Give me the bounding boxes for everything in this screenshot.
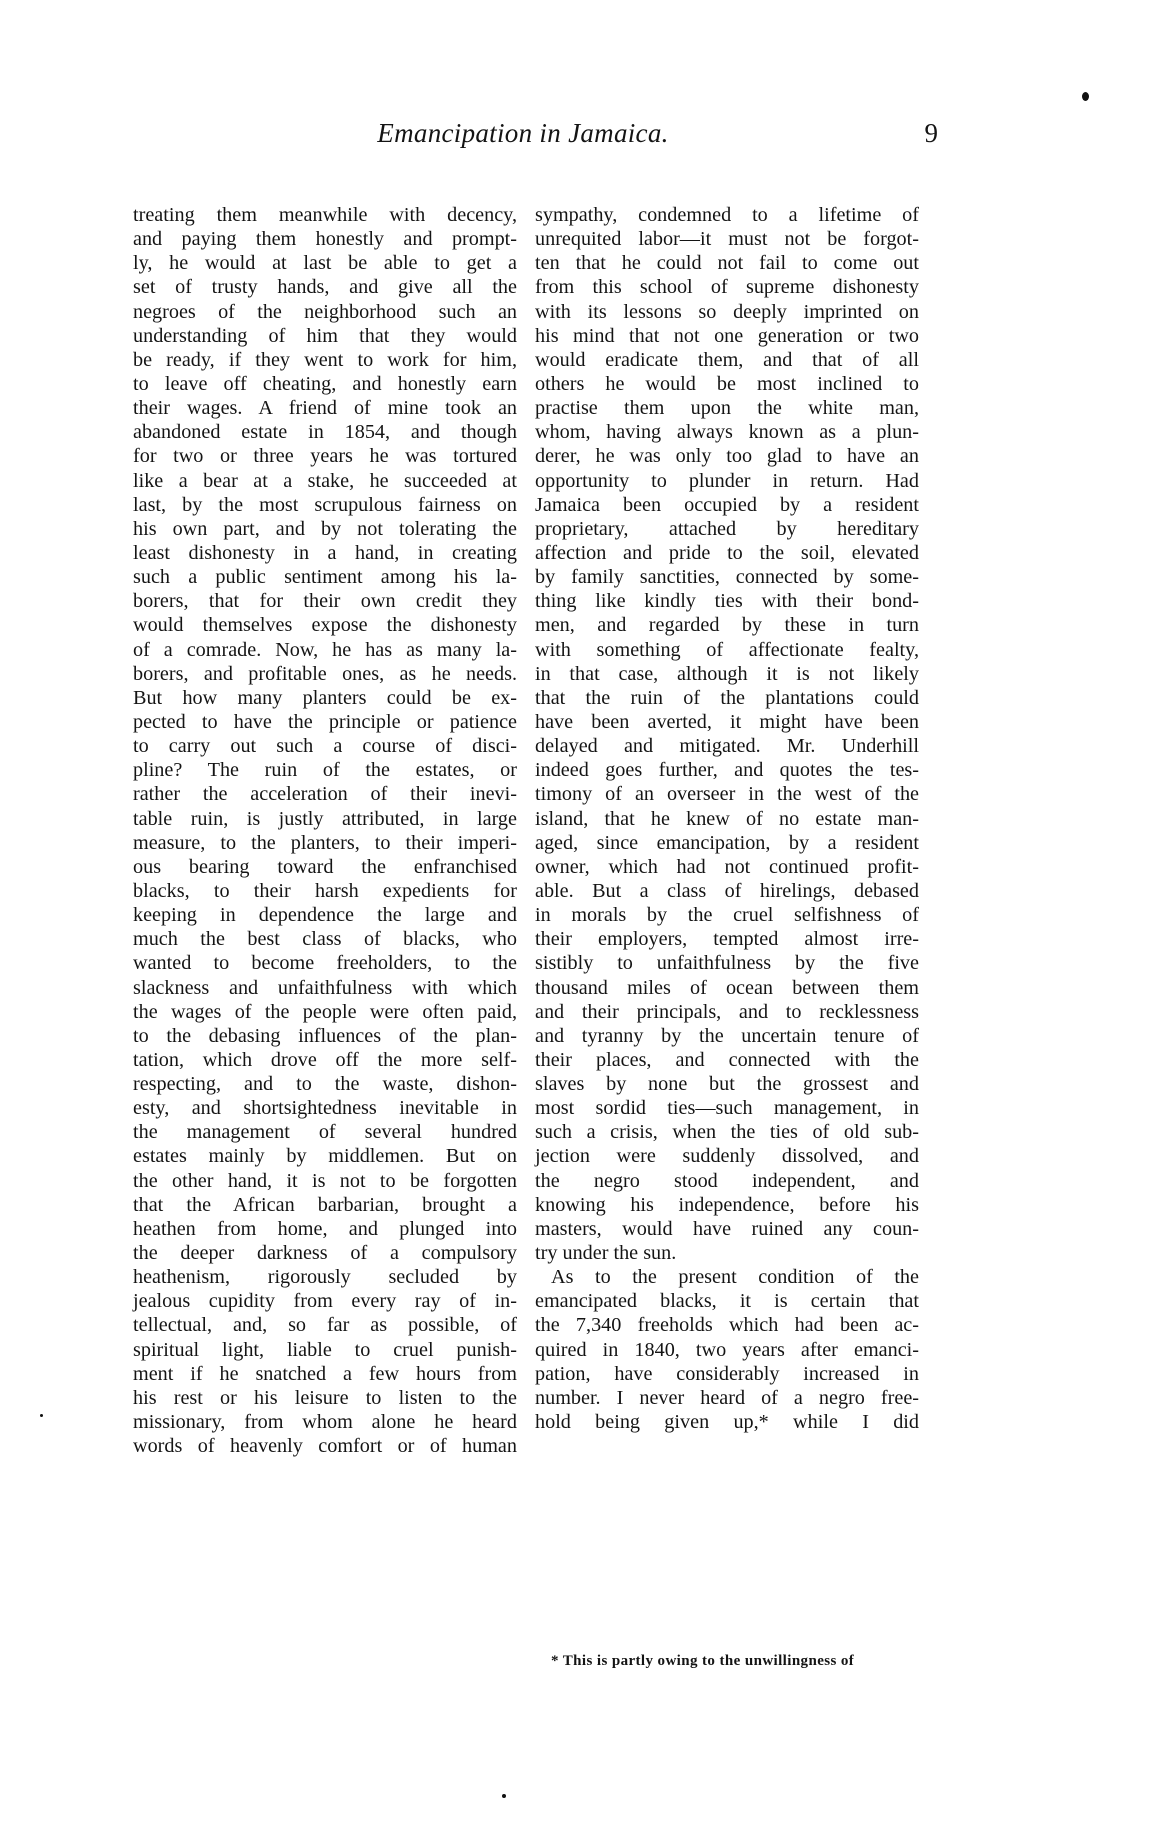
text-line: delayed and mitigated. Mr. Underhill <box>535 735 919 758</box>
text-line: have been averted, it might have been <box>535 710 919 733</box>
text-line: for two or three years he was tortured <box>133 445 517 468</box>
text-line: men, and regarded by these in turn <box>535 614 919 637</box>
text-line: pation, have considerably increased in <box>535 1362 919 1385</box>
text-line: last, by the most scrupulous fairness on <box>133 493 517 516</box>
footnote: * This is partly owing to the unwillingness of <box>551 1653 855 1669</box>
text-line: his mind that not one generation or two <box>535 324 919 347</box>
text-line: to carry out such a course of disci- <box>133 735 517 758</box>
text-line: would eradicate them, and that of all <box>535 348 919 371</box>
text-line: ten that he could not fail to come out <box>535 252 919 275</box>
text-line: abandoned estate in 1854, and though <box>133 421 517 444</box>
text-line: least dishonesty in a hand, in creating <box>133 541 517 564</box>
text-line: the 7,340 freeholds which had been ac- <box>535 1314 919 1337</box>
text-line: and tyranny by the uncertain tenure of <box>535 1024 919 1047</box>
text-line: the other hand, it is not to be forgotten <box>133 1169 517 1192</box>
text-line: unrequited labor—it must not be forgot- <box>535 228 919 251</box>
text-line: be ready, if they went to work for him, <box>133 348 517 371</box>
text-line: from this school of supreme dishonesty <box>535 276 919 299</box>
text-line: pected to have the principle or patience <box>133 710 517 733</box>
text-line: the deeper darkness of a compulsory <box>133 1242 517 1265</box>
text-line: aged, since emancipation, by a resident <box>535 831 919 854</box>
text-line: tation, which drove off the more self- <box>133 1048 517 1071</box>
text-line: proprietary, attached by hereditary <box>535 517 919 540</box>
text-line: heathenism, rigorously secluded by <box>133 1266 517 1289</box>
text-line: masters, would have ruined any coun- <box>535 1217 919 1240</box>
text-line: the management of several hundred <box>133 1121 517 1144</box>
text-line: with something of affectionate fealty, <box>535 638 919 661</box>
text-line: whom, having always known as a plun- <box>535 421 919 444</box>
text-line: heathen from home, and plunged into <box>133 1217 517 1240</box>
text-line: and paying them honestly and prompt- <box>133 228 517 251</box>
text-line: negroes of the neighborhood such an <box>133 300 517 323</box>
text-line: sistibly to unfaithfulness by the five <box>535 952 919 975</box>
text-line: hold being given up,* while I did <box>535 1411 919 1434</box>
text-line: able. But a class of hirelings, debased <box>535 879 919 902</box>
text-line: pline? The ruin of the estates, or <box>133 759 517 782</box>
text-line: ment if he snatched a few hours from <box>133 1362 517 1385</box>
text-line: rather the acceleration of their inevi- <box>133 783 517 806</box>
text-line: others he would be most inclined to <box>535 372 919 395</box>
text-line: such a crisis, when the ties of old sub- <box>535 1121 919 1144</box>
text-line: missionary, from whom alone he heard <box>133 1411 517 1434</box>
text-line: his rest or his leisure to listen to the <box>133 1386 517 1409</box>
text-line: spiritual light, liable to cruel punish- <box>133 1338 517 1361</box>
text-line: the negro stood independent, and <box>535 1169 919 1192</box>
text-line: the wages of the people were often paid, <box>133 1000 517 1023</box>
text-line: to leave off cheating, and honestly earn <box>133 372 517 395</box>
text-line: slackness and unfaithfulness with which <box>133 976 517 999</box>
running-title: Emancipation in Jamaica. <box>377 118 669 148</box>
paragraph-end-line: try under the sun. <box>535 1242 677 1265</box>
text-line: number. I never heard of a negro free- <box>535 1386 919 1409</box>
ink-speck <box>40 1414 43 1417</box>
text-line: in morals by the cruel selfishness of <box>535 904 919 927</box>
text-line: esty, and shortsightedness inevitable in <box>133 1097 517 1120</box>
text-line: their places, and connected with the <box>535 1048 919 1071</box>
text-line: blacks, to their harsh expedients for <box>133 879 517 902</box>
text-line: words of heavenly comfort or of human <box>133 1435 517 1458</box>
text-line: borers, that for their own credit they <box>133 590 517 613</box>
text-line: treating them meanwhile with decency, <box>133 204 517 226</box>
text-line: Jamaica been occupied by a resident <box>535 493 919 516</box>
text-line: keeping in dependence the large and <box>133 904 517 927</box>
text-line: respecting, and to the waste, dishon- <box>133 1073 517 1096</box>
text-line: derer, he was only too glad to have an <box>535 445 919 468</box>
text-line: in that case, although it is not likely <box>535 662 919 685</box>
text-line: much the best class of blacks, who <box>133 928 517 951</box>
text-line: practise them upon the white man, <box>535 397 919 420</box>
page-number: 9 <box>924 118 938 148</box>
text-line: indeed goes further, and quotes the tes- <box>535 759 919 782</box>
text-line: table ruin, is justly attributed, in large <box>133 807 517 830</box>
text-line: tellectual, and, so far as possible, of <box>133 1314 517 1337</box>
text-line: to the debasing influences of the plan- <box>133 1024 517 1047</box>
text-line: set of trusty hands, and give all the <box>133 276 517 299</box>
text-line: such a public sentiment among his la- <box>133 566 517 589</box>
text-line: jealous cupidity from every ray of in- <box>133 1290 517 1313</box>
text-line: measure, to the planters, to their imperi- <box>133 831 517 854</box>
text-line: their wages. A friend of mine took an <box>133 397 517 420</box>
text-line: and their principals, and to recklessness <box>535 1000 919 1023</box>
text-line: like a bear at a stake, he succeeded at <box>133 469 517 492</box>
text-line: ly, he would at last be able to get a <box>133 252 517 275</box>
text-line: most sordid ties—such management, in <box>535 1097 919 1120</box>
text-line: that the ruin of the plantations could <box>535 686 919 709</box>
text-line: But how many planters could be ex- <box>133 686 517 709</box>
text-line: slaves by none but the grossest and <box>535 1073 919 1096</box>
ink-speck <box>1082 92 1089 101</box>
text-line: thousand miles of ocean between them <box>535 976 919 999</box>
text-line: by family sanctities, connected by some- <box>535 566 919 589</box>
text-line: that the African barbarian, brought a <box>133 1193 517 1216</box>
text-line: affection and pride to the soil, elevated <box>535 541 919 564</box>
text-line: borers, and profitable ones, as he needs. <box>133 662 517 685</box>
text-line: understanding of him that they would <box>133 324 517 347</box>
text-line: with its lessons so deeply imprinted on <box>535 300 919 323</box>
text-line: owner, which had not continued profit- <box>535 855 919 878</box>
left-text-column <box>133 203 517 1458</box>
ink-speck <box>502 1794 506 1798</box>
text-line: would themselves expose the dishonesty <box>133 614 517 637</box>
text-line: thing like kindly ties with their bond- <box>535 590 919 613</box>
text-line: jection were suddenly dissolved, and <box>535 1145 919 1168</box>
text-line: emancipated blacks, it is certain that <box>535 1290 919 1313</box>
paragraph-start-line: As to the present condition of the <box>551 1266 919 1289</box>
text-line: of a comrade. Now, he has as many la- <box>133 638 517 661</box>
text-line: his own part, and by not tolerating the <box>133 517 517 540</box>
running-head <box>108 118 938 158</box>
text-line: opportunity to plunder in return. Had <box>535 469 919 492</box>
text-line: estates mainly by middlemen. But on <box>133 1145 517 1168</box>
text-line: knowing his independence, before his <box>535 1193 919 1216</box>
text-line: island, that he knew of no estate man- <box>535 807 919 830</box>
right-text-column <box>535 203 919 1434</box>
text-line: wanted to become freeholders, to the <box>133 952 517 975</box>
text-line: their employers, tempted almost irre- <box>535 928 919 951</box>
text-line: timony of an overseer in the west of the <box>535 783 919 806</box>
text-line: sympathy, condemned to a lifetime of <box>535 204 919 226</box>
text-line: quired in 1840, two years after emanci- <box>535 1338 919 1361</box>
text-line: ous bearing toward the enfranchised <box>133 855 517 878</box>
